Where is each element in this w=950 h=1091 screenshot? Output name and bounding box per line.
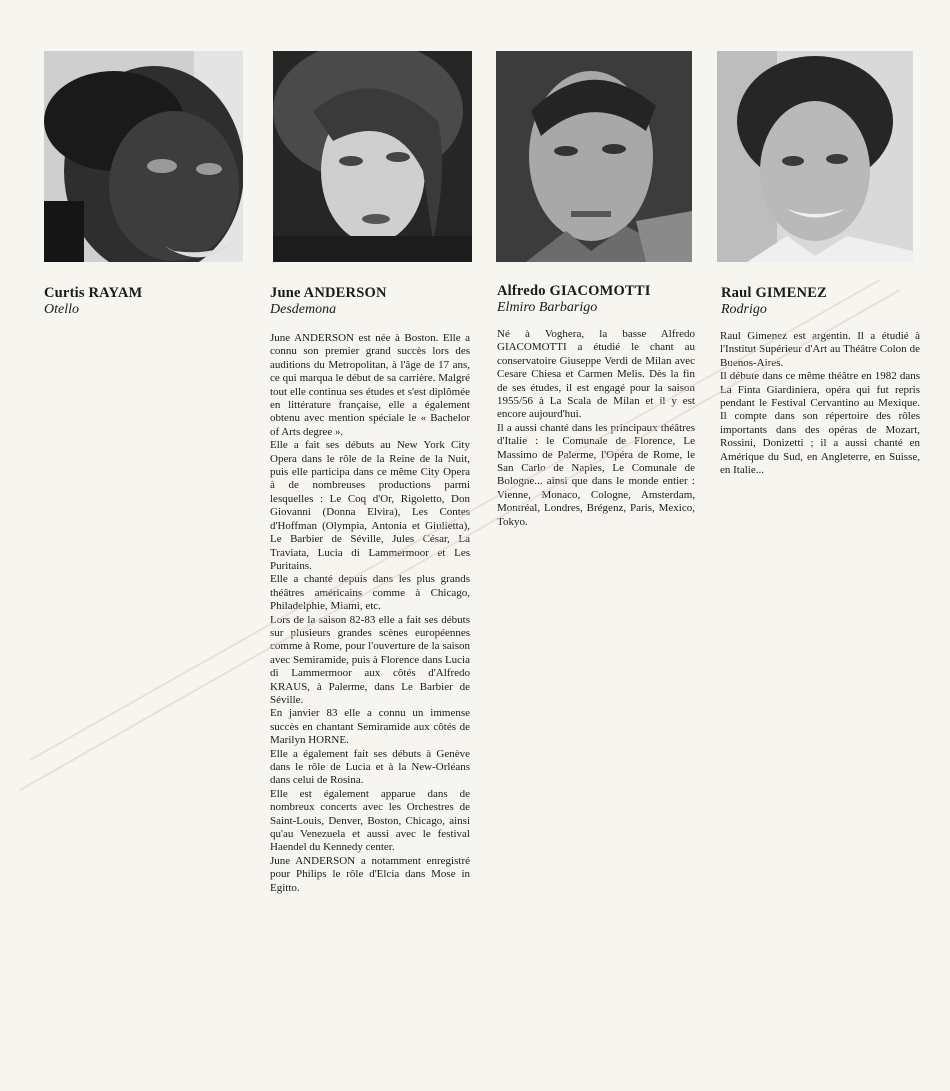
- bio-paragraph: Né à Voghera, la basse Alfredo GIACOMOTTI a étudié le chant au conservatoire Giuseppe Verdi de Milan avec Cesare Chiesa et Carmen Melis. Dès la fin de ses études, il est engagé pour la saison 1955/56 à La Scala de Milan et il y est encore aujourd'hui.: [497, 328, 695, 421]
- artist-role-rayam: Otello: [44, 302, 79, 317]
- bio-giacomotti: [497, 328, 695, 529]
- bio-paragraph: Il a aussi chanté dans les principaux théâtres d'Italie : le Comunale de Florence, Le Massimo de Palerme, l'Opéra de Rome, le San Carlo de Naples, Le Comunale de Bologne... ainsi que dans le monde entier : Vienne, Monaco, Cologne, Amsterdam, Montréal, Londres, Brégenz, Paris, Mexico, Tokyo.: [497, 421, 695, 528]
- bio-paragraph: En janvier 83 elle a connu un immense succès en chantant Semiramide aux côtés de Marilyn HORNE.: [270, 707, 470, 747]
- bio-paragraph: June ANDERSON est née à Boston. Elle a connu son premier grand succès lors des auditions du Metropolitan, à l'âge de 17 ans, ce qui marqua le début de sa carrière. Malgré tout elle continua ses études et s'est diplômée en littérature française, elle a également obtenu avec mention spéciale le « Bachelor of Arts degree ».: [270, 332, 470, 438]
- artist-name-rayam: [44, 285, 142, 302]
- portrait-image: [273, 51, 472, 262]
- bio-paragraph: Lors de la saison 82-83 elle a fait ses débuts sur plusieurs grandes scènes européennes comme à Rome, pour l'ouverture de la saison avec Semiramide, puis à Florence dans Lucia di Lammermoor aux côtés d'Alfredo KRAUS, à Palerme, dans Le Barbier de Séville.: [270, 613, 470, 706]
- bio-paragraph: Il débute dans ce même théâtre en 1982 dans La Finta Giardiniera, opéra qui fut repris pendant le Festival Cervantino au Mexique. Il compte dans son répertoire des rôles importants dans des opéras de Mozart, Rossini, Donizetti ; il a aussi chanté en Amérique du Sud, en Angleterre, en Suisse, en Italie...: [720, 370, 920, 477]
- portrait-raul-gimenez: [717, 51, 913, 262]
- last-name: RAYAM: [88, 285, 143, 301]
- first-name: Curtis: [44, 285, 85, 301]
- portrait-alfredo-giacomotti: [496, 51, 692, 262]
- portrait-image: [44, 51, 243, 262]
- first-name: Raul: [721, 285, 752, 301]
- first-name: June: [270, 285, 301, 301]
- first-name: Alfredo: [497, 283, 546, 299]
- last-name: ANDERSON: [303, 285, 387, 301]
- bio-paragraph: Elle a chanté depuis dans les plus grands théâtres américains comme à Chicago, Philadelphie, Miami, etc.: [270, 573, 470, 613]
- artist-name-giacomotti: [497, 283, 651, 300]
- portrait-image: [496, 51, 692, 262]
- last-name: GIMENEZ: [755, 285, 827, 301]
- bio-paragraph: Raul Gimenez est argentin. Il a étudié à l'Institut Supérieur d'Art au Théâtre Colon de Buenos-Aires.: [720, 330, 920, 369]
- artist-role-gimenez: Rodrigo: [721, 302, 767, 317]
- bio-paragraph: June ANDERSON a notamment enregistré pour Philips le rôle d'Elcia dans Mose in Egitto.: [270, 854, 470, 894]
- bio-gimenez: [720, 330, 920, 477]
- bio-paragraph: Elle a également fait ses débuts à Genève dans le rôle de Lucia et à la New-Orléans dans celui de Rosina.: [270, 747, 470, 787]
- portrait-image: [717, 51, 913, 262]
- bio-anderson: [270, 332, 470, 895]
- artist-name-anderson: [270, 285, 387, 302]
- artist-role-anderson: Desdemona: [270, 302, 337, 317]
- bio-paragraph: Elle est également apparue dans de nombreux concerts avec les Orchestres de Saint-Louis, Denver, Boston, Chicago, ainsi qu'au Venezuela et aussi avec le festival Haendel du Kennedy center.: [270, 787, 470, 854]
- bio-paragraph: Elle a fait ses débuts au New York City Opera dans le rôle de la Reine de la Nuit, puis elle participa dans ce même City Opera à de nombreuses productions parmi lesquelles : Le Coq d'Or, Rigoletto, Don Giovanni (Donna Elvira), Les Contes d'Hoffman (Olympia, Antonia et Giulietta), Le Barbier de Séville, Jules César, La Traviata, Lucia di Lammermoor et Les Puritains.: [270, 439, 470, 572]
- portrait-curtis-rayam: [44, 51, 243, 262]
- portrait-june-anderson: [273, 51, 472, 262]
- last-name: GIACOMOTTI: [549, 283, 651, 299]
- artist-name-gimenez: [721, 285, 827, 302]
- artist-role-giacomotti: Elmiro Barbarigo: [497, 300, 598, 315]
